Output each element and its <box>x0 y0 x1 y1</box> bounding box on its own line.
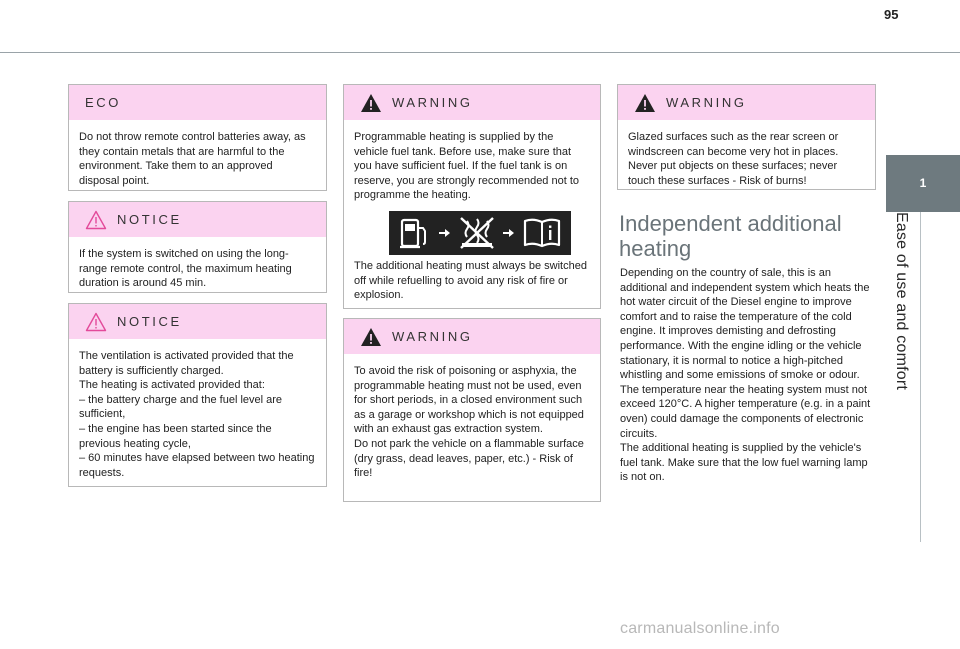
eco-box <box>68 84 327 191</box>
page-number: 95 <box>884 7 899 22</box>
warning-triangle-icon <box>360 93 382 113</box>
notice-triangle-icon <box>85 312 107 332</box>
eco-box-header <box>69 85 326 120</box>
warning-box-1-header <box>344 85 600 120</box>
notice-2-line: – 60 minutes have elapsed between two heating requests. <box>79 452 315 479</box>
warning-box-2-header <box>344 319 600 354</box>
notice-box-2-header <box>69 304 326 339</box>
notice-1-text: If the system is switched on using the long-range remote control, the maximum heating duration is around 45 min. <box>79 248 292 290</box>
arrow-right-icon <box>502 226 516 240</box>
warning-box-3-header <box>618 85 875 120</box>
section-paragraph: The temperature near the heating system must not exceed 120°C. A higher temperature (e.g. in a paint oven) could damage the components of electronic circuits. <box>620 383 871 440</box>
warning-box-3 <box>617 84 876 190</box>
chapter-side-line <box>920 212 921 542</box>
warning-triangle-icon <box>360 327 382 347</box>
notice-box-1 <box>68 201 327 293</box>
warning-2-line: Do not park the vehicle on a flammable surface (dry grass, dead leaves, paper, etc.) - Risk of fire! <box>354 437 584 480</box>
fuel-pump-icon <box>398 216 432 250</box>
notice-box-2 <box>68 303 327 487</box>
section-paragraph: The additional heating is supplied by the vehicle's fuel tank. Make sure that the low fuel warning lamp is not on. <box>620 442 868 484</box>
notice-2-line: The heating is activated provided that: <box>79 379 265 392</box>
warning-1-text: Programmable heating is supplied by the vehicle fuel tank. Before use, make sure that you have sufficient fuel. If the fuel tank is on reserve, you are strongly recommended not to programme the heating. <box>354 131 580 202</box>
section-body <box>620 266 875 485</box>
chapter-number: 1 <box>919 176 927 190</box>
notice-box-1-body <box>69 237 326 291</box>
arrow-right-icon <box>438 226 452 240</box>
chapter-tab[interactable] <box>886 155 960 212</box>
warning-box-1-body <box>344 120 600 303</box>
warning-2-line: To avoid the risk of poisoning or asphyxia, the programmable heating must not be used, even for short periods, in a closed environment such as a garage or workshop which is not equipped with an exhaust gas extraction system. <box>354 365 584 436</box>
warning-3-text: Glazed surfaces such as the rear screen or windscreen can become very hot in places. Never put objects on these surfaces; never touch these surfaces - Risk of burns! <box>628 131 839 187</box>
warning-triangle-icon <box>634 93 656 113</box>
no-heating-icon <box>458 215 496 251</box>
eco-text: Do not throw remote control batteries away, as they contain metals that are harmful to the environment. Take them to an approved disposal point. <box>79 131 306 187</box>
notice-2-line: – the battery charge and the fuel level are sufficient, <box>79 393 283 421</box>
section-paragraph: Depending on the country of sale, this is an additional and independent system which heats the hot water circuit of the Diesel engine to improve comfort and to raise the temperature of the cold engine. It improves demisting and defrosting performance. With the engine idling or the vehicle stationary, it is normal to notice a high-pitched whistling and some emissions of smoke or odour. <box>620 267 870 382</box>
notice-box-2-title: NOTICE <box>117 314 182 329</box>
warning-box-2 <box>343 318 601 502</box>
warning-box-3-body <box>618 120 875 188</box>
section-title: Independent additional heating <box>619 211 842 261</box>
warning-box-2-body <box>344 354 600 481</box>
header-rule <box>0 52 960 53</box>
chapter-title: Ease of use and comfort <box>893 212 910 391</box>
warning-pictogram <box>389 211 571 255</box>
warning-box-2-title: WARNING <box>392 329 473 344</box>
notice-triangle-icon <box>85 210 107 230</box>
notice-box-2-body <box>69 339 326 480</box>
warning-box-1-title: WARNING <box>392 95 473 110</box>
eco-box-title: ECO <box>85 95 121 110</box>
watermark: carmanualsonline.info <box>620 620 780 637</box>
manual-book-icon <box>522 217 562 249</box>
warning-1-after-text: The additional heating must always be switched off while refuelling to avoid any risk of fire or explosion. <box>354 259 587 302</box>
warning-box-1 <box>343 84 601 309</box>
notice-box-1-header <box>69 202 326 237</box>
notice-2-line: – the engine has been started since the previous heating cycle, <box>79 422 272 450</box>
notice-2-line: The ventilation is activated provided that the battery is sufficiently charged. <box>79 350 294 377</box>
eco-box-body <box>69 120 326 188</box>
chapter-title-vertical <box>884 212 918 442</box>
warning-box-3-title: WARNING <box>666 95 747 110</box>
notice-box-1-title: NOTICE <box>117 212 182 227</box>
